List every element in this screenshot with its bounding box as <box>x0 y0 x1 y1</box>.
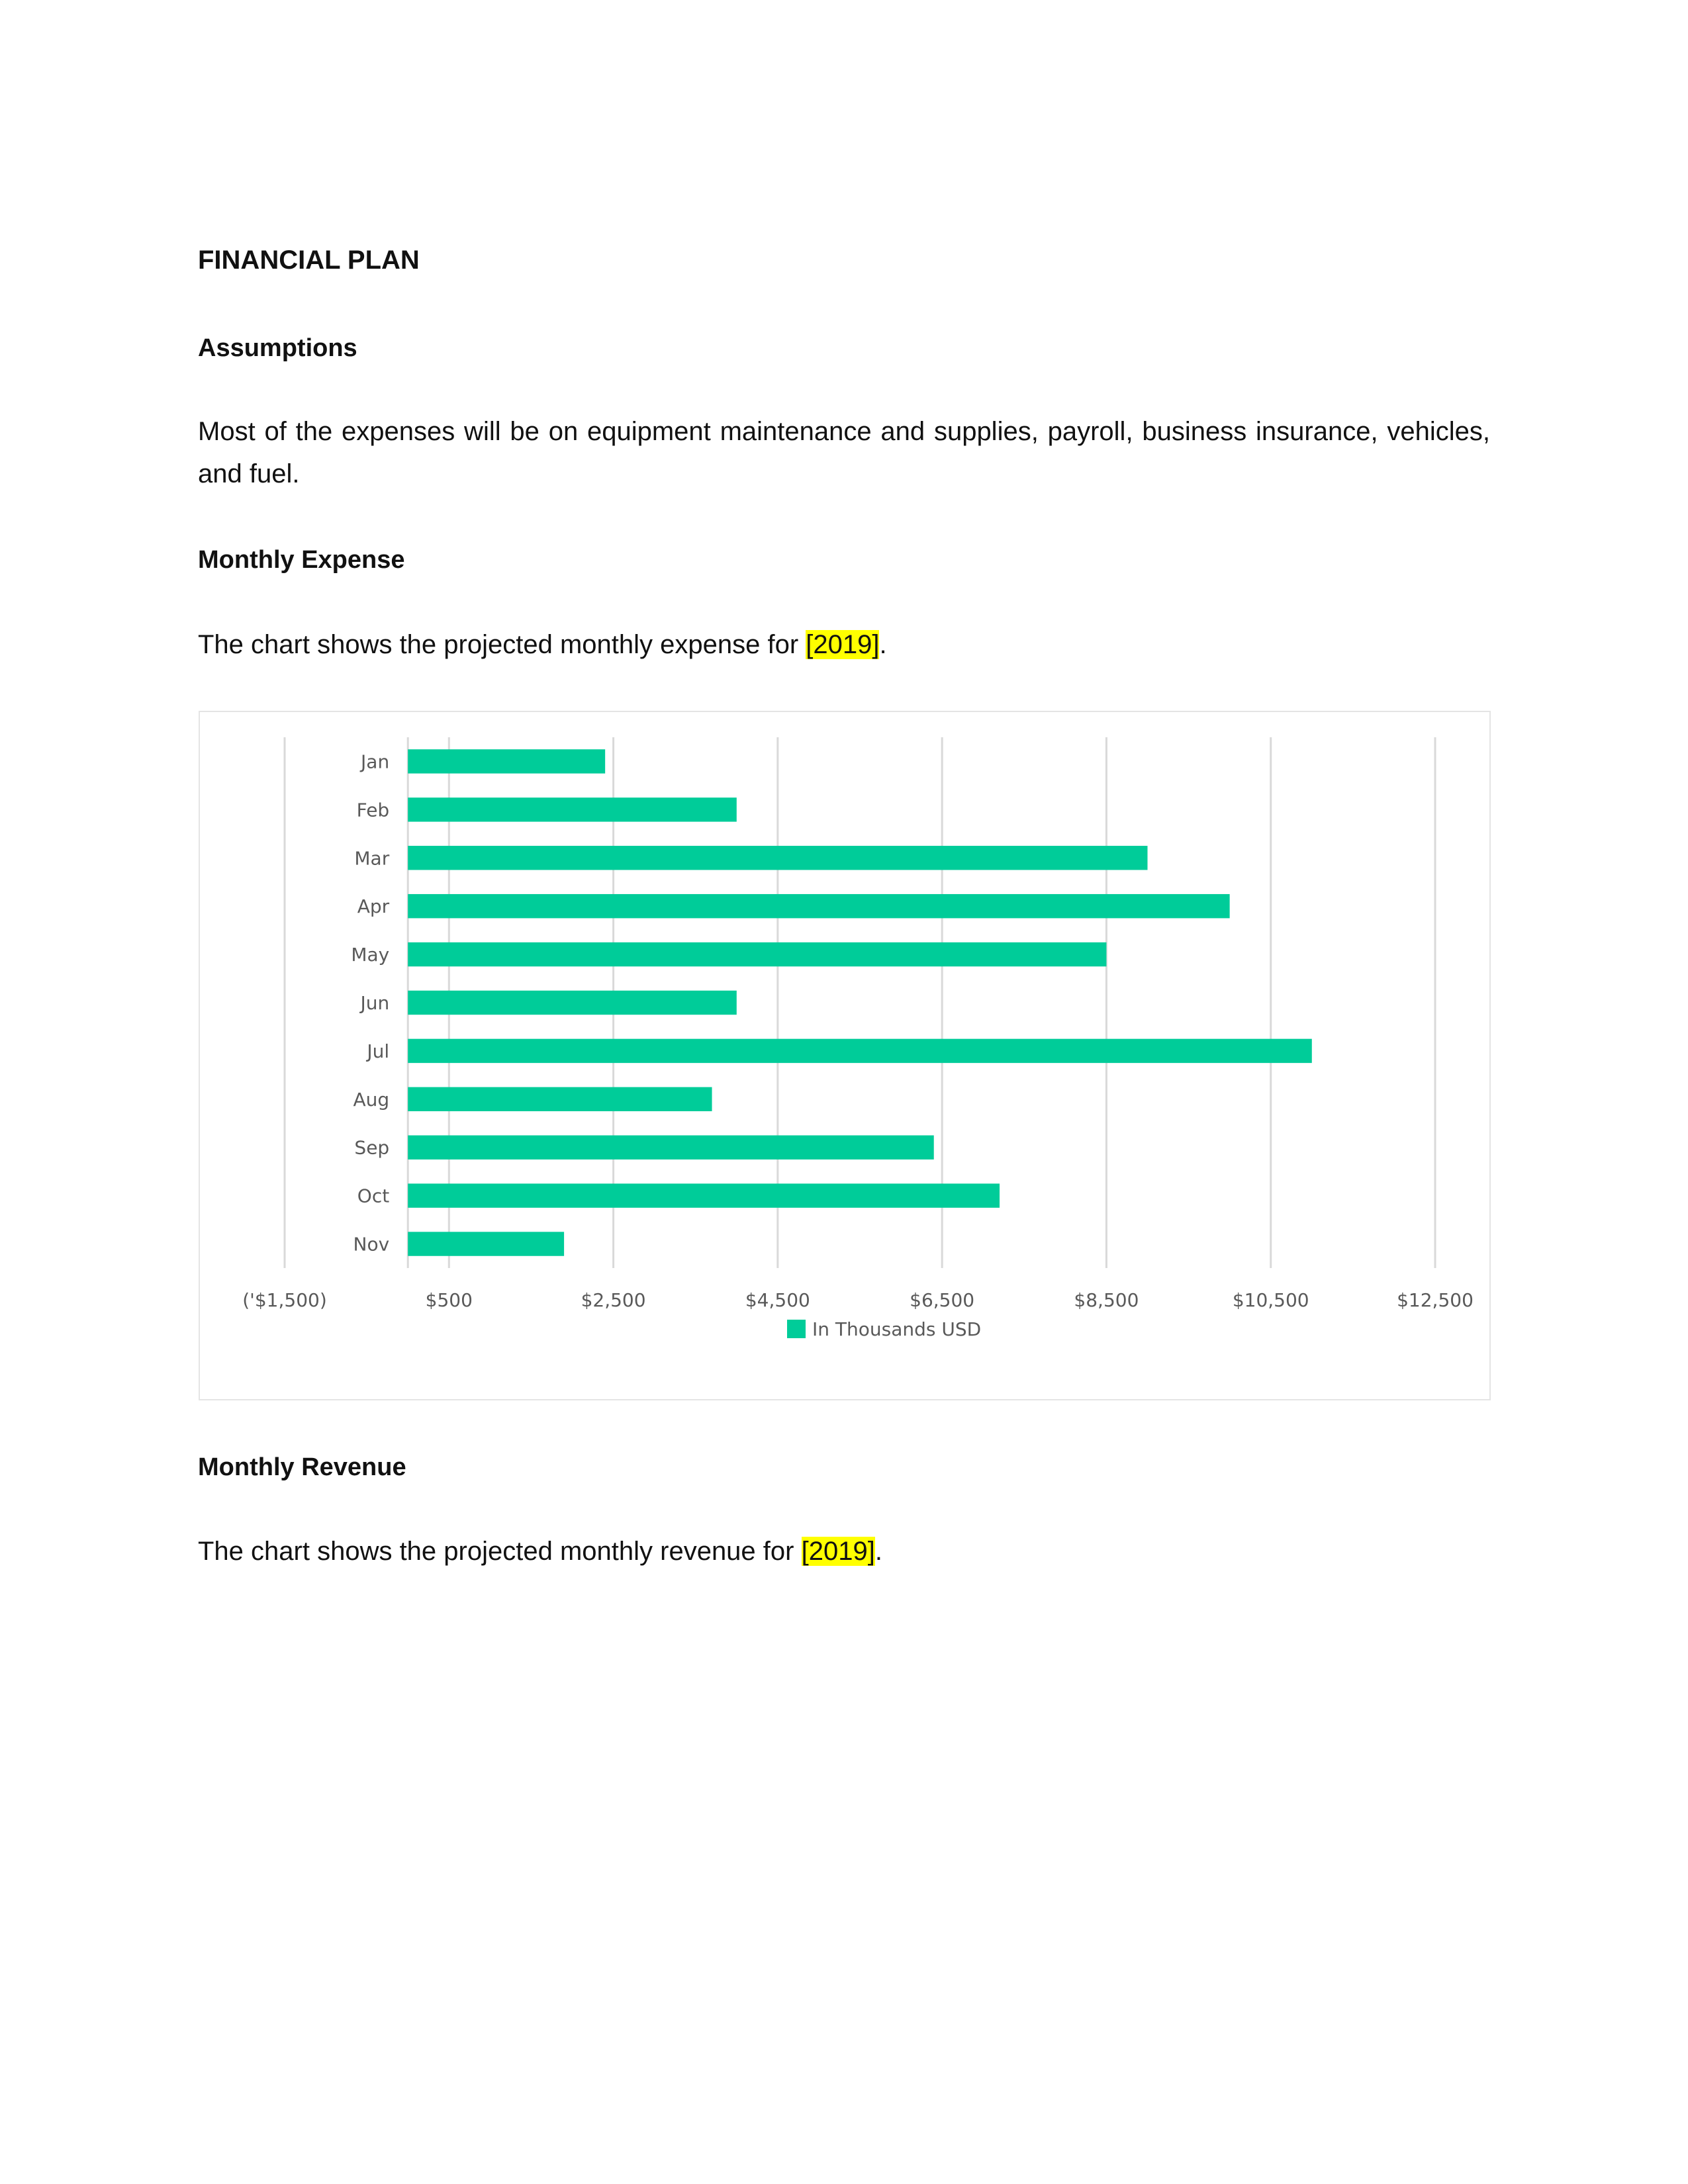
monthly-revenue-heading: Monthly Revenue <box>198 1453 406 1481</box>
bar-oct <box>408 1183 1000 1207</box>
category-labels <box>351 751 389 1255</box>
x-tick-label-4: $6,500 <box>910 1289 975 1311</box>
bar-sep <box>408 1136 934 1160</box>
revenue-intro-period: . <box>874 1537 882 1566</box>
x-tick-labels <box>242 1289 1474 1311</box>
monthly-expense-intro <box>198 623 1490 666</box>
document-title: FINANCIAL PLAN <box>198 246 420 275</box>
category-label-jan: Jan <box>361 751 390 773</box>
bar-jun <box>408 991 737 1015</box>
chart-legend <box>787 1318 981 1340</box>
category-label-may: May <box>351 944 390 966</box>
assumptions-paragraph: Most of the expenses will be on equipment maintenance and supplies, payroll, business insurance, vehicles, and fuel. <box>198 417 1490 488</box>
category-label-feb: Feb <box>356 799 390 821</box>
category-label-apr: Apr <box>357 895 390 918</box>
monthly-expense-heading: Monthly Expense <box>198 546 405 574</box>
bar-jan <box>408 749 605 773</box>
revenue-year-highlight: [2019] <box>801 1537 875 1566</box>
expense-intro-text: The chart shows the projected monthly expense for <box>198 630 806 659</box>
bar-aug <box>408 1087 712 1111</box>
monthly-revenue-intro <box>198 1530 1490 1572</box>
x-tick-label-5: $8,500 <box>1074 1289 1139 1311</box>
bar-jul <box>408 1039 1312 1063</box>
category-label-oct: Oct <box>357 1185 390 1207</box>
bar-nov <box>408 1232 564 1255</box>
x-tick-label-6: $10,500 <box>1232 1289 1309 1311</box>
category-label-mar: Mar <box>354 847 390 870</box>
category-label-sep: Sep <box>354 1136 390 1159</box>
category-label-nov: Nov <box>353 1233 390 1255</box>
category-label-jun: Jun <box>360 992 390 1014</box>
expense-intro-period: . <box>879 630 887 659</box>
x-tick-label-2: $2,500 <box>581 1289 646 1311</box>
x-tick-label-3: $4,500 <box>745 1289 810 1311</box>
bar-mar <box>408 846 1147 870</box>
x-tick-label-7: $12,500 <box>1397 1289 1474 1311</box>
expense-year-highlight: [2019] <box>806 630 880 659</box>
category-label-aug: Aug <box>353 1088 390 1111</box>
x-tick-label-0: ('$1,500) <box>242 1289 327 1311</box>
bar-may <box>408 942 1106 966</box>
x-tick-label-1: $500 <box>425 1289 473 1311</box>
assumptions-heading: Assumptions <box>198 334 357 362</box>
bar-feb <box>408 797 737 821</box>
bars <box>408 749 1312 1256</box>
legend-swatch <box>787 1320 806 1338</box>
monthly-expense-chart <box>199 711 1491 1400</box>
expense-bar-chart-svg <box>200 712 1489 1399</box>
category-label-jul: Jul <box>367 1040 390 1062</box>
legend-label: In Thousands USD <box>812 1318 982 1340</box>
bar-apr <box>408 894 1229 918</box>
revenue-intro-text: The chart shows the projected monthly revenue for <box>198 1537 802 1566</box>
